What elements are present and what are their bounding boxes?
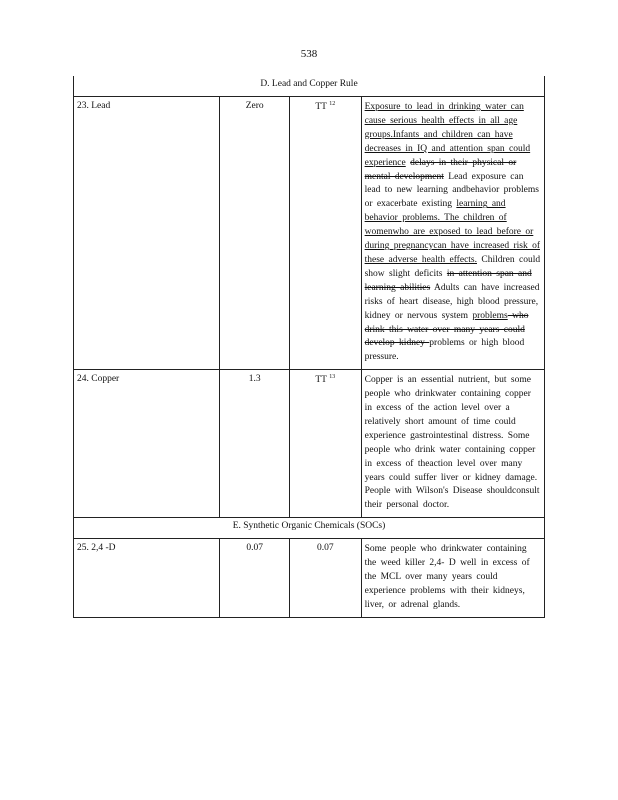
mcl-cell bbox=[289, 97, 361, 370]
section-row bbox=[74, 76, 545, 97]
table-row bbox=[74, 97, 545, 370]
text-struck: in attention span and learning abilities bbox=[364, 268, 532, 293]
table-row bbox=[74, 370, 545, 518]
mclg-value: 0.07 bbox=[220, 539, 290, 618]
mcl-value: TT bbox=[315, 375, 327, 386]
section-header-lead-copper: D. Lead and Copper Rule bbox=[74, 76, 545, 97]
text-underlined: problems bbox=[472, 310, 508, 321]
mclg-value: 1.3 bbox=[220, 370, 290, 518]
contaminant-name: 24. Copper bbox=[74, 370, 220, 518]
text-plain: Lead exposure can lead to new learning andbehavior problems or exacerbate existing bbox=[364, 171, 539, 210]
mcl-value: 0.07 bbox=[289, 539, 361, 618]
footnote-marker: 13 bbox=[329, 374, 336, 381]
text-underlined: learning and behavior problems. The children of womenwho are exposed to lead before or during pregnancycan have increased risk of these adverse health effects. bbox=[364, 199, 540, 265]
text-plain: Children could show slight deficits bbox=[364, 254, 541, 279]
text-struck: delays in their physical or mental development bbox=[364, 157, 517, 182]
mclg-value: Zero bbox=[220, 97, 290, 370]
health-effects-text: Copper is an essential nutrient, but some people who drinkwater containing copper in excess of the action level over a relatively short amount of time could experience gastrointestinal distress. Some people who drink water containing copper in excess of theaction level over many years could suffer liver or kidney damage. People with Wilson's Disease shouldconsult their personal doctor. bbox=[361, 370, 544, 518]
contaminant-name: 25. 2,4 -D bbox=[74, 539, 220, 618]
text-struck: who drink this water over many years could develop kidney bbox=[364, 310, 529, 349]
text-plain: Adults can have increased risks of heart disease, high blood pressure, kidney or nervous system bbox=[364, 282, 540, 321]
mcl-cell bbox=[289, 370, 361, 518]
table-row bbox=[74, 539, 545, 618]
footnote-marker: 12 bbox=[329, 101, 336, 107]
text-underlined: Exposure to lead in drinking water can cause serious health effects in all age groups.Infants and children can have decreases in IQ and attention span could experience bbox=[364, 102, 531, 168]
health-effects-text bbox=[361, 97, 544, 370]
health-effects-text: Some people who drinkwater containing the weed killer 2,4- D well in excess of the MCL over many years could experience problems with their kidneys, liver, or adrenal glands. bbox=[361, 539, 544, 618]
page-number: 538 bbox=[300, 48, 318, 60]
section-header-soc: E. Synthetic Organic Chemicals (SOCs) bbox=[74, 518, 545, 539]
contaminant-table bbox=[73, 76, 545, 618]
text-plain: problems or high blood pressure. bbox=[364, 338, 525, 363]
section-row bbox=[74, 518, 545, 539]
contaminant-name: 23. Lead bbox=[74, 97, 220, 370]
mcl-value: TT bbox=[315, 102, 327, 113]
